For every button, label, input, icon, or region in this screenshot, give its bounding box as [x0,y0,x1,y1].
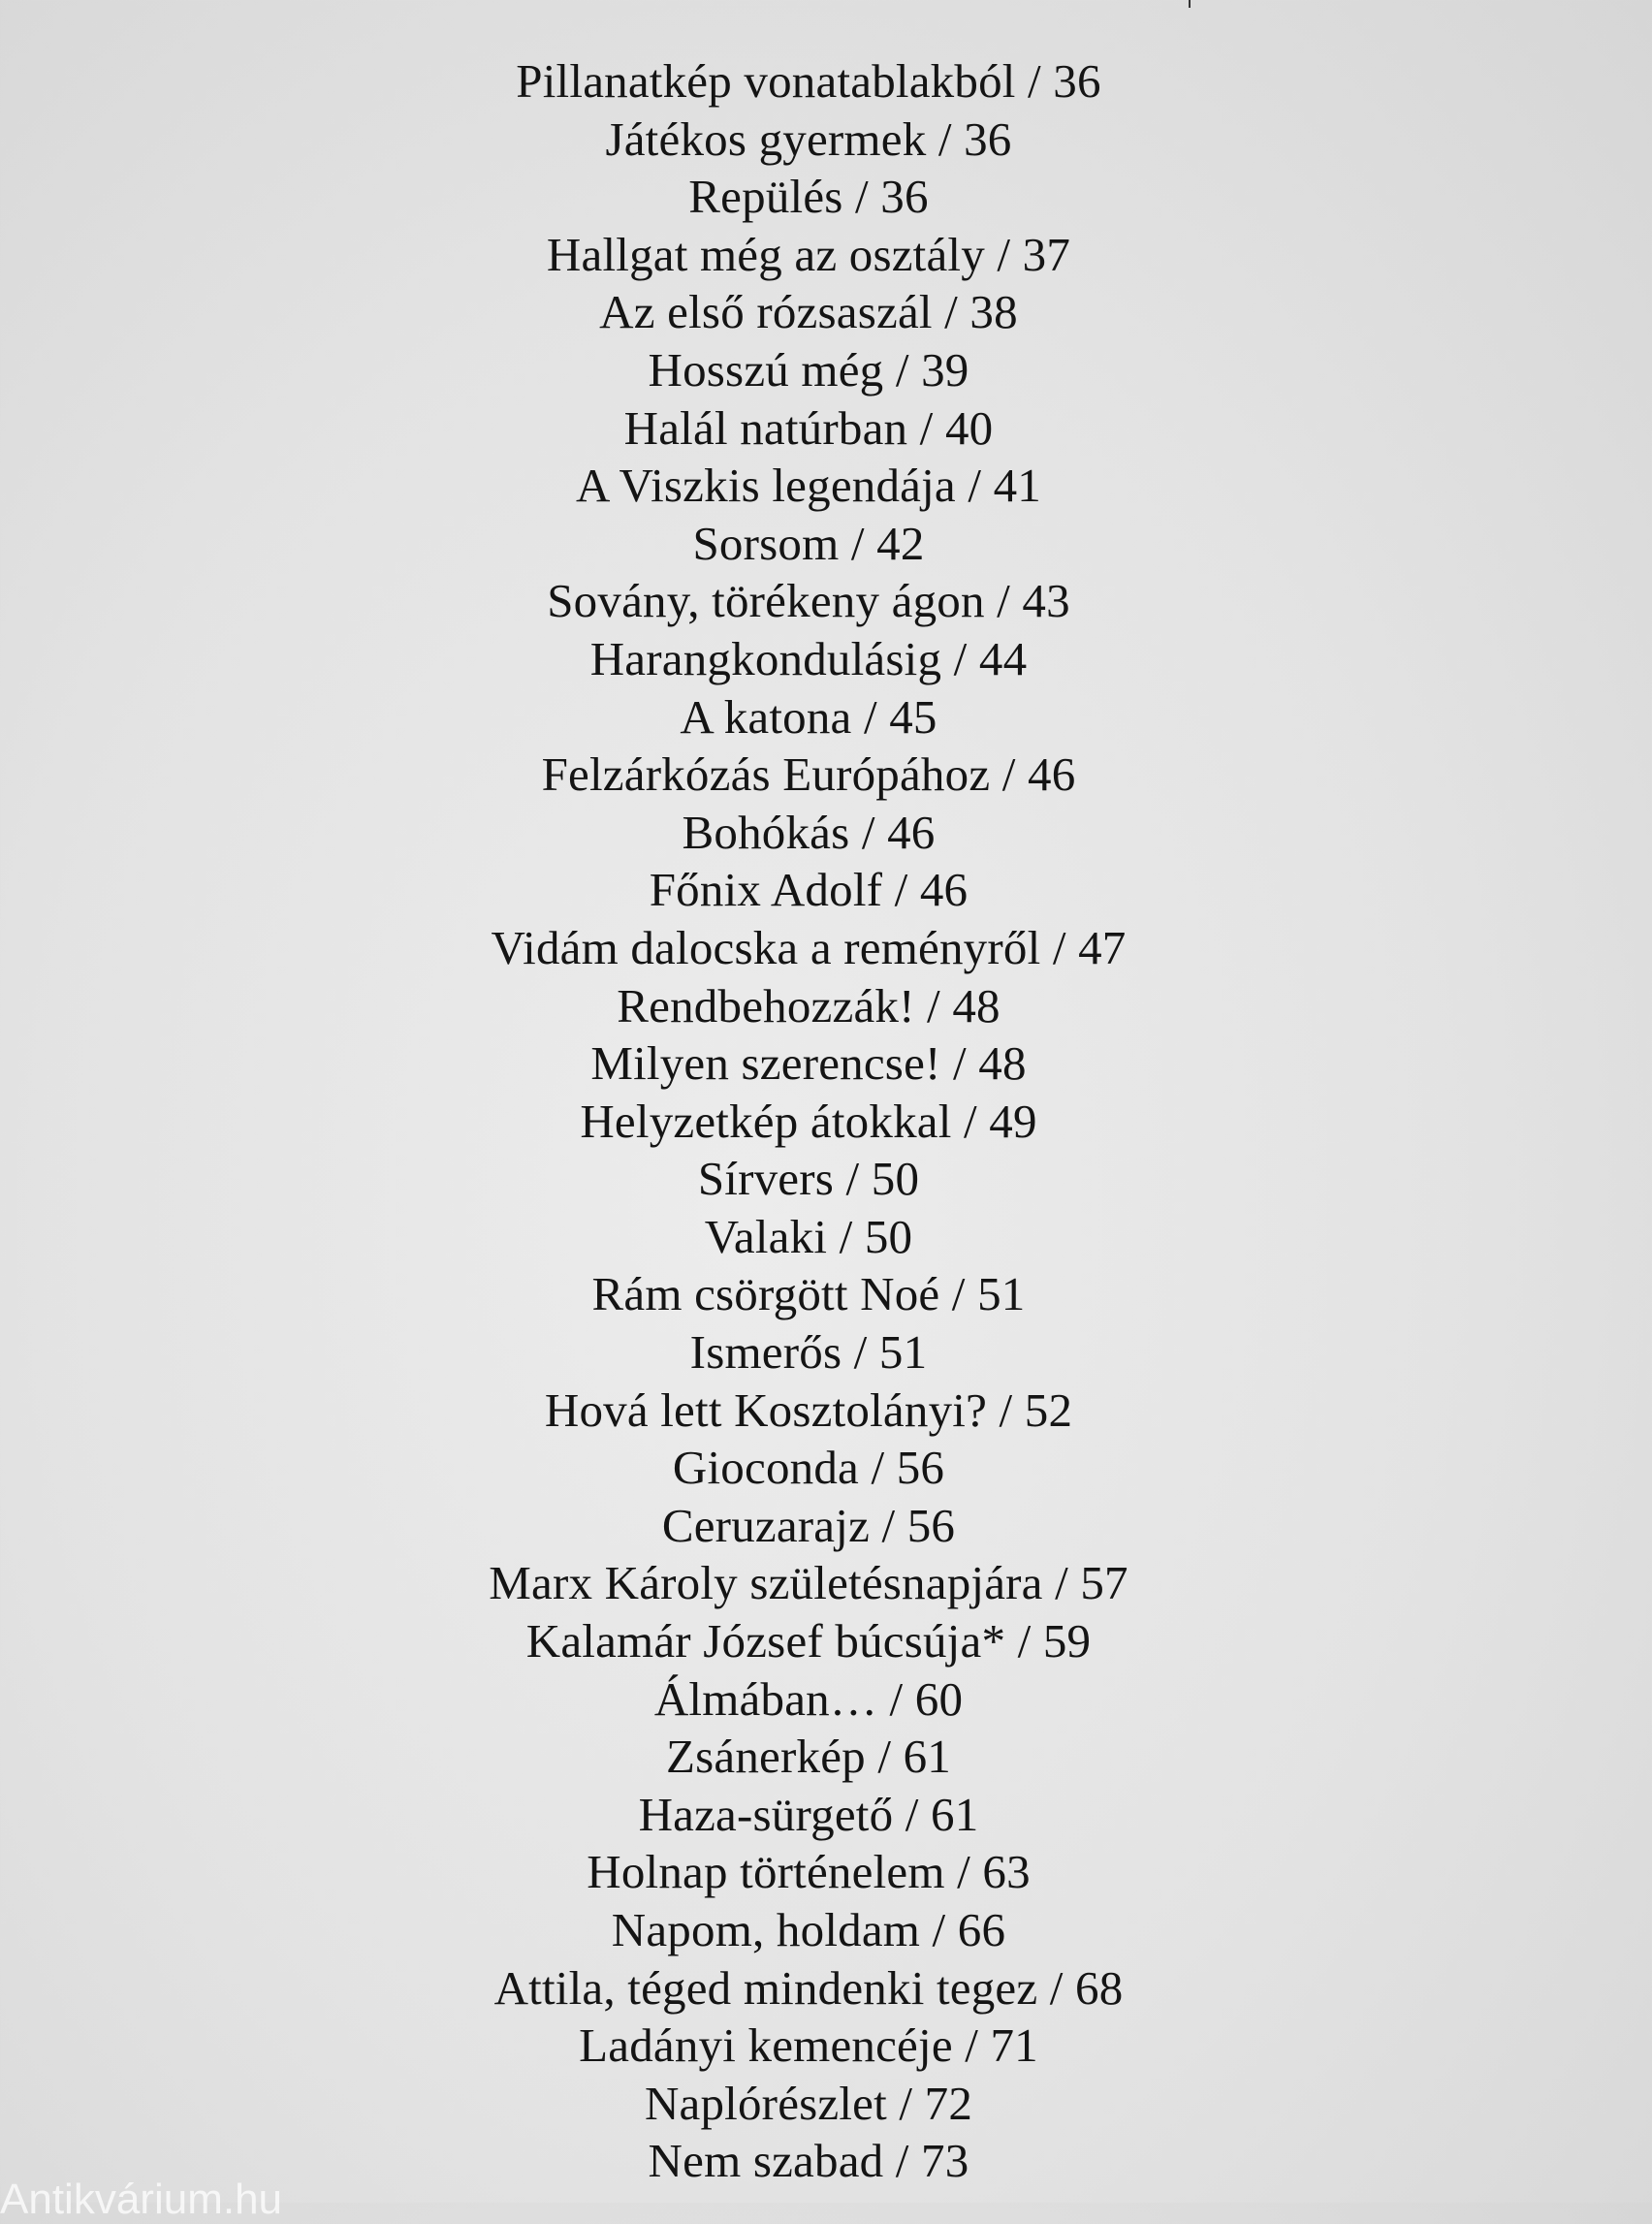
toc-entry: Bohókás / 46 [682,805,936,859]
toc-entry: Az első rózsaszál / 38 [599,285,1018,339]
toc-entry: Gioconda / 56 [672,1441,945,1495]
toc-entry: Helyzetkép átokkal / 49 [580,1094,1037,1148]
toc-entry: Haza-sürgető / 61 [638,1787,979,1841]
toc-entry: A katona / 45 [680,689,937,744]
toc-entry: A Viszkis legendája / 41 [576,459,1041,513]
watermark: Antikvárium.hu [0,2176,283,2223]
toc-entry: Marx Károly születésnapjára / 57 [489,1556,1128,1610]
toc-entry: Ismerős / 51 [689,1325,928,1380]
toc-entry: Rám csörgött Noé / 51 [591,1267,1026,1321]
toc-entry: Attila, téged mindenki tegez / 68 [493,1960,1124,2015]
toc-entry: Harangkondulásig / 44 [589,631,1028,685]
toc-entry: Játékos gyermek / 36 [605,111,1012,166]
toc-entry: Főnix Adolf / 46 [649,863,969,917]
toc-entry: Ladányi kemencéje / 71 [579,2018,1038,2073]
toc-entry: Napom, holdam / 66 [611,1903,1006,1956]
table-of-contents [0,52,1617,2190]
page-edge-mark [1189,0,1191,8]
toc-entry: Rendbehozzák! / 48 [617,978,1001,1033]
toc-entry: Holnap történelem / 63 [587,1845,1031,1899]
toc-entry: Naplórészlet / 72 [644,2076,973,2130]
toc-entry: Kalamár József búcsúja* / 59 [525,1614,1092,1668]
toc-entry: Hová lett Kosztolányi? / 52 [544,1382,1073,1437]
toc-entry: Hosszú még / 39 [648,342,969,397]
toc-entry: Halál natúrban / 40 [623,400,994,455]
toc-entry: Zsánerkép / 61 [666,1730,951,1784]
toc-entry: Felzárkózás Európához / 46 [541,747,1076,802]
toc-entry: Sírvers / 50 [697,1152,920,1206]
toc-entry: Hallgat még az osztály / 37 [546,227,1071,281]
toc-entry: Nem szabad / 73 [648,2134,969,2188]
toc-entry: Repülés / 36 [688,170,929,224]
toc-entry: Sorsom / 42 [692,516,925,570]
toc-entry: Valaki / 50 [704,1209,913,1263]
toc-entry: Pillanatkép vonatablakból / 36 [516,54,1101,108]
toc-entry: Sovány, törékeny ágon / 43 [547,574,1070,628]
toc-entry: Ceruzarajz / 56 [661,1498,956,1552]
toc-entry: Milyen szerencse! / 48 [590,1036,1027,1091]
toc-entry: Vidám dalocska a reményről / 47 [491,920,1127,974]
toc-entry: Álmában… / 60 [653,1671,964,1726]
